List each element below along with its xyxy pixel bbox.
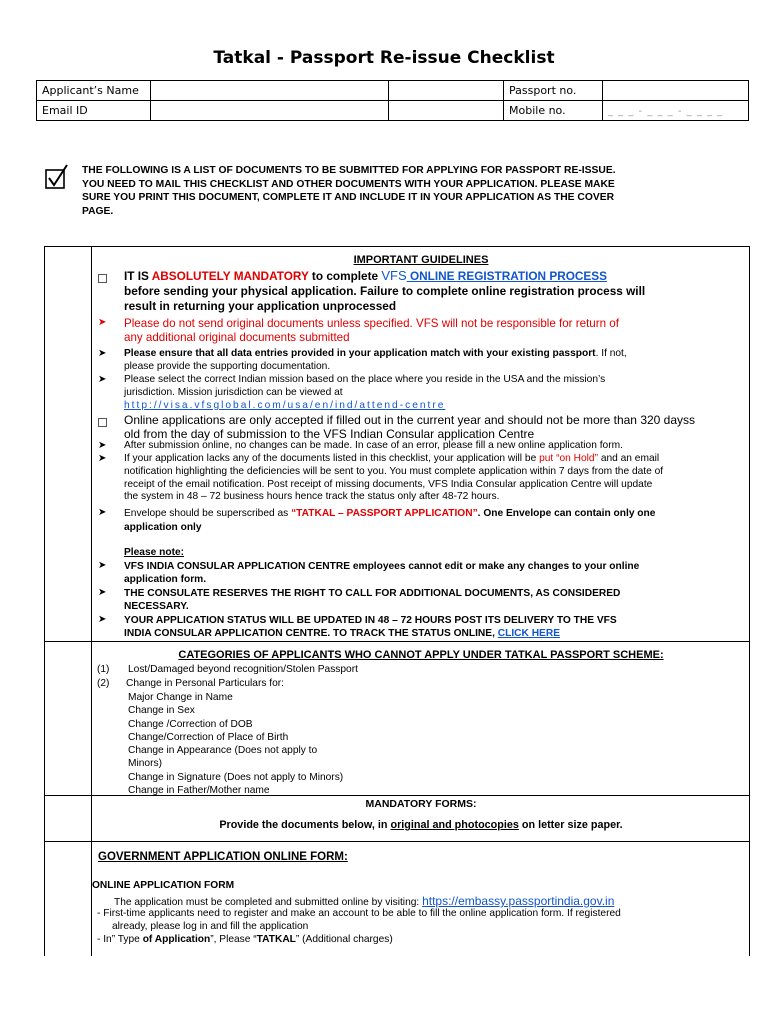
- list-item: Change in Father/Mother name: [128, 785, 270, 797]
- guideline-5: Online applications are only accepted if filled out in the current year and should not be more than 320 dayss old from the day of submission to the VFS Indian Consular application Centre: [124, 413, 696, 441]
- intro-line-1: THE FOLLOWING IS A LIST OF DOCUMENTS TO BE SUBMITTED FOR APPLYING FOR PASSPORT RE-ISSUE.: [82, 165, 616, 176]
- arrow-bullet-icon: ➤: [98, 317, 107, 328]
- gov-form-line-4: - In” Type of Application”, Please “TATKAL” (Additional charges): [97, 934, 393, 945]
- applicant-name-label: Applicant’s Name: [37, 81, 151, 101]
- gov-form-line-2: - First-time applicants need to register and make an account to be able to fill the online application form. If registered: [97, 908, 621, 919]
- please-note-label: Please note:: [124, 547, 185, 558]
- grid-right: [749, 246, 750, 956]
- mandatory-forms-text: Provide the documents below, in original and photocopies on letter size paper.: [219, 819, 623, 831]
- guideline-3: Please ensure that all data entries provided in your application match with your existing passport. If not, please provide the supporting documentation.: [124, 348, 627, 372]
- categories-heading: CATEGORIES OF APPLICANTS WHO CANNOT APPLY UNDER TATKAL PASSPORT SCHEME:: [178, 649, 664, 661]
- guideline-6: After submission online, no changes can be made. In case of an error, please fill a new online application form.: [124, 440, 623, 451]
- intro-line-2: YOU NEED TO MAIL THIS CHECKLIST AND OTHER DOCUMENTS WITH YOUR APPLICATION. PLEASE MAKE: [82, 178, 615, 190]
- list-item: Change /Correction of DOB: [128, 718, 253, 730]
- category-2-items: [128, 691, 343, 797]
- guideline-4: Please select the correct Indian mission based on the place where you reside in the USA and the mission’s jurisdiction. Mission jurisdiction can be viewed at http://visa.vfsglobal.com/usa/en/ind/attend-centre: [124, 374, 606, 411]
- mission-jurisdiction-link[interactable]: http://visa.vfsglobal.com/usa/en/ind/attend-centre: [124, 399, 446, 411]
- gov-form-subheading: ONLINE APPLICATION FORM: [92, 880, 235, 891]
- intro-text: [82, 164, 682, 218]
- arrow-bullet-icon: ➤: [98, 348, 107, 359]
- grid-left: [44, 246, 45, 956]
- grid-top: [44, 246, 750, 247]
- grid-row-3: [44, 841, 750, 842]
- applicant-info-table: [36, 80, 749, 121]
- applicant-name-field-2[interactable]: [389, 81, 504, 101]
- passport-no-label: Passport no.: [504, 81, 603, 101]
- list-item: Minors): [128, 758, 162, 770]
- arrow-bullet-icon: ➤: [98, 440, 107, 451]
- gov-form-line-3: already, please log in and fill the application: [112, 921, 309, 932]
- list-item: Major Change in Name: [128, 692, 233, 703]
- passport-india-link[interactable]: https://embassy.passportindia.gov.in: [422, 894, 615, 908]
- mobile-field[interactable]: [603, 101, 749, 121]
- category-2: Change in Personal Particulars for:: [126, 678, 284, 689]
- arrow-bullet-icon: ➤: [98, 614, 107, 625]
- category-number-2: (2): [97, 678, 110, 689]
- list-item: Change in Sex: [128, 705, 195, 717]
- checkbox-icon[interactable]: [98, 274, 107, 286]
- guideline-1: IT IS ABSOLUTELY MANDATORY to complete VFS ONLINE REGISTRATION PROCESS before sending your physical application. Failure to complete online registration process will result in returning your application unprocessed: [124, 268, 646, 313]
- mobile-label: Mobile no.: [504, 101, 603, 121]
- email-field[interactable]: [151, 101, 389, 121]
- note-3: YOUR APPLICATION STATUS WILL BE UPDATED IN 48 – 72 HOURS POST ITS DELIVERY TO THE VFS INDIA CONSULAR APPLICATION CENTRE. TO TRACK THE STATUS ONLINE, CLICK HERE: [124, 615, 617, 639]
- guidelines-heading: IMPORTANT GUIDELINES: [353, 254, 489, 266]
- intro-line-4: PAGE.: [82, 205, 114, 217]
- online-registration-link[interactable]: ONLINE REGISTRATION PROCESS: [406, 269, 608, 283]
- passport-no-field[interactable]: [603, 81, 749, 101]
- arrow-bullet-icon: ➤: [98, 453, 107, 464]
- gov-form-heading: GOVERNMENT APPLICATION ONLINE FORM:: [98, 851, 348, 863]
- guideline-8: Envelope should be superscribed as “TATKAL – PASSPORT APPLICATION”. One Envelope can contain only one application only: [124, 508, 656, 533]
- applicant-name-field[interactable]: [151, 81, 389, 101]
- list-item: Change/Correction of Place of Birth: [128, 731, 289, 743]
- guideline-7: If your application lacks any of the documents listed in this checklist, your application will be put “on Hold” and an email notification highlighting the deficiencies will be sent to you. You must complete application within 7 days from the date of receipt of the email notification. Post receipt of missing documents, VFS India Consular application Centre will update the system in 48 – 72 business hours hence track the status only after 48-72 hours.: [124, 453, 664, 503]
- note-2: THE CONSULATE RESERVES THE RIGHT TO CALL FOR ADDITIONAL DOCUMENTS, AS CONSIDERED NECESSARY.: [124, 588, 621, 612]
- email-label: Email ID: [37, 101, 151, 121]
- checkbox-icon[interactable]: [98, 418, 107, 430]
- note-1: VFS INDIA CONSULAR APPLICATION CENTRE employees cannot edit or make any changes to your online application form.: [124, 561, 640, 585]
- arrow-bullet-icon: ➤: [98, 507, 107, 518]
- grid-divider: [91, 246, 92, 956]
- checkbox-checked-icon: [44, 164, 70, 190]
- arrow-bullet-icon: ➤: [98, 560, 107, 571]
- gov-form-line-1: The application must be completed and submitted online by visiting: https://embassy.passportindia.gov.in: [114, 894, 615, 908]
- mobile-placeholder: _ _ _ - _ _ _ - _ _ _ _: [608, 106, 724, 117]
- intro-line-3: SURE YOU PRINT THIS DOCUMENT, COMPLETE IT AND INCLUDE IT IN YOUR APPLICATION AS THE COVER: [82, 192, 615, 203]
- arrow-bullet-icon: ➤: [98, 374, 107, 385]
- grid-row-1: [44, 641, 750, 642]
- page-title: Tatkal - Passport Re-issue Checklist: [213, 48, 555, 68]
- category-number-1: (1): [97, 664, 110, 675]
- guideline-2: Please do not send original documents unless specified. VFS will not be responsible for return of any additional original documents submitted: [124, 317, 619, 344]
- arrow-bullet-icon: ➤: [98, 587, 107, 598]
- list-item: Change in Appearance (Does not apply to: [128, 745, 318, 757]
- list-item: Change in Signature (Does not apply to Minors): [128, 771, 344, 783]
- category-1: Lost/Damaged beyond recognition/Stolen Passport: [128, 664, 358, 675]
- email-field-2[interactable]: [389, 101, 504, 121]
- track-status-link[interactable]: CLICK HERE: [497, 628, 560, 639]
- mandatory-forms-heading: MANDATORY FORMS:: [365, 798, 477, 810]
